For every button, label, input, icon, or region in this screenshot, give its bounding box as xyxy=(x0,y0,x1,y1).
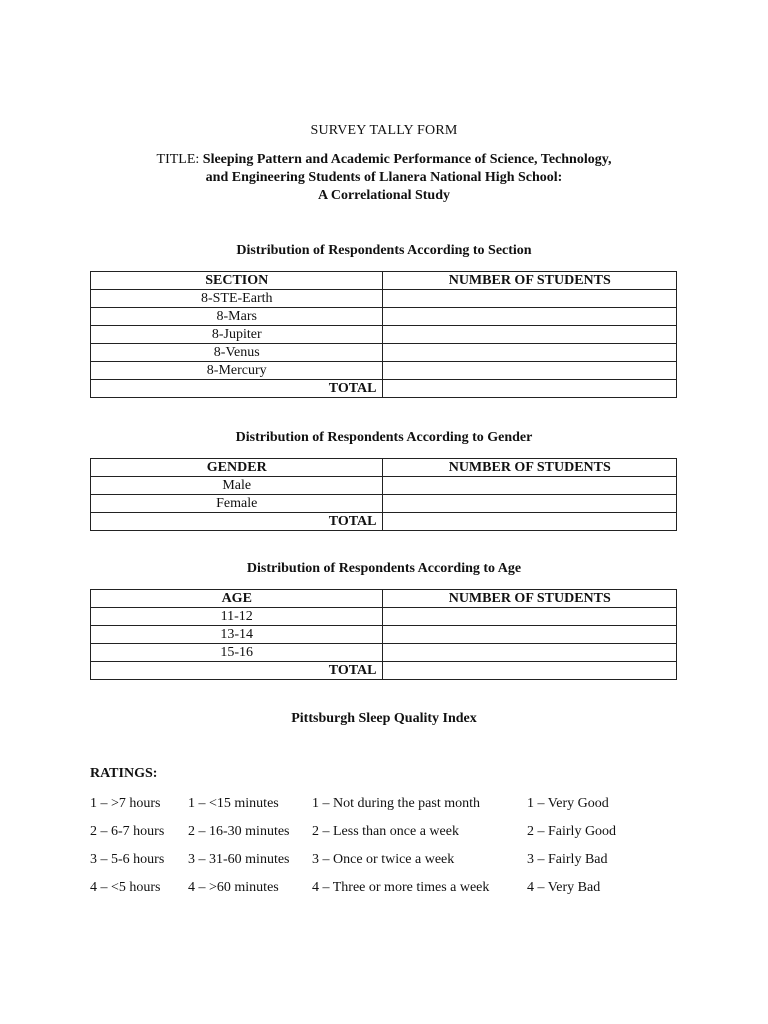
form-title: SURVEY TALLY FORM xyxy=(310,123,458,138)
gender-label: Male xyxy=(91,477,383,495)
total-row xyxy=(91,662,677,680)
rating-item: 4 – >60 minutes xyxy=(188,880,279,895)
table-row xyxy=(91,626,677,644)
total-label: TOTAL xyxy=(91,380,383,398)
table-row xyxy=(91,495,677,513)
table-row xyxy=(91,344,677,362)
section-label: 8-Jupiter xyxy=(91,326,383,344)
age-table xyxy=(90,589,677,680)
gender-table-heading: Distribution of Respondents According to Gender xyxy=(235,430,533,445)
table-row xyxy=(91,362,677,380)
column-header-number-of-students: NUMBER OF STUDENTS xyxy=(383,272,677,290)
study-title-line-2: and Engineering Students of Llanera National High School: xyxy=(205,170,563,185)
rating-item: 2 – 16-30 minutes xyxy=(188,824,290,839)
psqi-heading: Pittsburgh Sleep Quality Index xyxy=(291,711,477,726)
table-header-row xyxy=(91,272,677,290)
study-title-prefix: TITLE: xyxy=(156,152,203,167)
age-label: 15-16 xyxy=(91,644,383,662)
rating-item: 4 – Three or more times a week xyxy=(312,880,490,895)
ratings-frequency-column xyxy=(312,795,489,907)
gender-label: Female xyxy=(91,495,383,513)
rating-item: 2 – 6-7 hours xyxy=(90,824,165,839)
table-header-row xyxy=(91,590,677,608)
table-header-row xyxy=(91,459,677,477)
column-header-gender: GENDER xyxy=(91,459,383,477)
ratings-label: RATINGS: xyxy=(90,766,158,781)
count-cell[interactable] xyxy=(383,344,677,362)
rating-item: 3 – 31-60 minutes xyxy=(188,852,290,867)
rating-item: 3 – Once or twice a week xyxy=(312,852,455,867)
section-label: 8-Mercury xyxy=(91,362,383,380)
column-header-section: SECTION xyxy=(91,272,383,290)
total-cell[interactable] xyxy=(383,662,677,680)
rating-item: 4 – Very Bad xyxy=(527,880,601,895)
rating-item: 1 – >7 hours xyxy=(90,796,161,811)
section-label: 8-Venus xyxy=(91,344,383,362)
total-row xyxy=(91,380,677,398)
section-table-heading: Distribution of Respondents According to Section xyxy=(236,243,532,258)
study-title xyxy=(0,151,768,205)
study-title-line-1: Sleeping Pattern and Academic Performance of Science, Technology, xyxy=(202,152,612,167)
total-cell[interactable] xyxy=(383,380,677,398)
table-row xyxy=(91,644,677,662)
table-row xyxy=(91,290,677,308)
section-label: 8-Mars xyxy=(91,308,383,326)
rating-item: 4 – <5 hours xyxy=(90,880,161,895)
ratings-hours-column xyxy=(90,795,164,907)
rating-item: 3 – 5-6 hours xyxy=(90,852,165,867)
count-cell[interactable] xyxy=(383,290,677,308)
total-label: TOTAL xyxy=(91,513,383,531)
rating-item: 1 – Very Good xyxy=(527,796,609,811)
count-cell[interactable] xyxy=(383,308,677,326)
column-header-age: AGE xyxy=(91,590,383,608)
study-title-line-3: A Correlational Study xyxy=(318,188,450,203)
count-cell[interactable] xyxy=(383,644,677,662)
table-row xyxy=(91,326,677,344)
rating-item: 3 – Fairly Bad xyxy=(527,852,608,867)
table-row xyxy=(91,608,677,626)
count-cell[interactable] xyxy=(383,626,677,644)
section-table xyxy=(90,271,677,398)
table-row xyxy=(91,477,677,495)
count-cell[interactable] xyxy=(383,362,677,380)
age-label: 11-12 xyxy=(91,608,383,626)
ratings-minutes-column xyxy=(188,795,290,907)
rating-item: 1 – <15 minutes xyxy=(188,796,279,811)
age-label: 13-14 xyxy=(91,626,383,644)
count-cell[interactable] xyxy=(383,326,677,344)
age-table-heading: Distribution of Respondents According to Age xyxy=(246,561,522,576)
total-row xyxy=(91,513,677,531)
count-cell[interactable] xyxy=(383,608,677,626)
gender-table xyxy=(90,458,677,531)
section-label: 8-STE-Earth xyxy=(91,290,383,308)
table-row xyxy=(91,308,677,326)
rating-item: 2 – Fairly Good xyxy=(527,824,617,839)
count-cell[interactable] xyxy=(383,495,677,513)
rating-item: 1 – Not during the past month xyxy=(312,796,480,811)
column-header-number-of-students: NUMBER OF STUDENTS xyxy=(383,590,677,608)
count-cell[interactable] xyxy=(383,477,677,495)
rating-item: 2 – Less than once a week xyxy=(312,824,459,839)
ratings-quality-column xyxy=(527,795,616,907)
total-label: TOTAL xyxy=(91,662,383,680)
total-cell[interactable] xyxy=(383,513,677,531)
column-header-number-of-students: NUMBER OF STUDENTS xyxy=(383,459,677,477)
